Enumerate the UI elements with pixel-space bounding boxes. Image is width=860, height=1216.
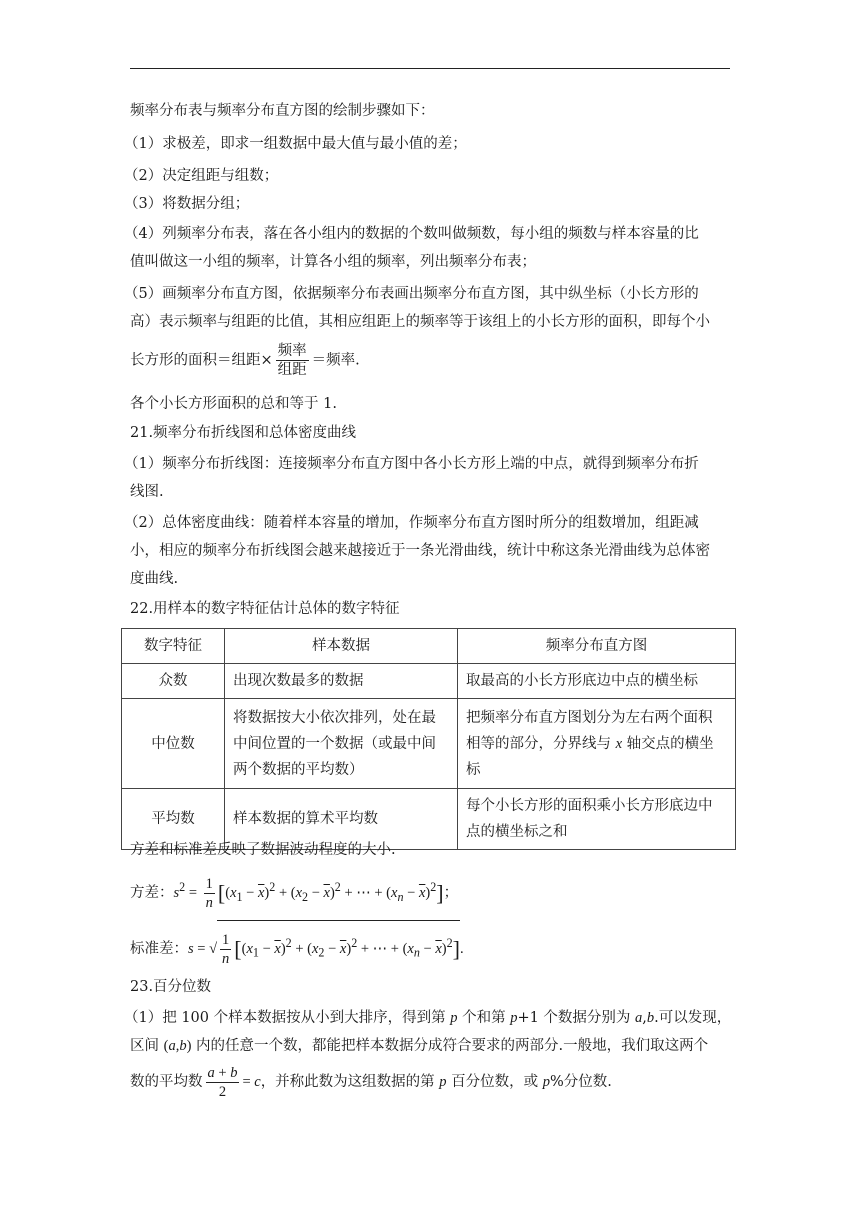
mean-hist-line: 点的横坐标之和 [466, 824, 568, 840]
median-sample-line: 两个数据的平均数） [233, 761, 364, 778]
ab-variables: a [635, 1010, 643, 1026]
sec23-text: 个和第 [462, 1010, 506, 1026]
table-row [122, 664, 736, 699]
step-5-line-2: 高）表示频率与组距的比值，其相应组距上的频率等于该组上的小长方形的面积，即每个小 [130, 314, 710, 330]
sec23-text: %分位数. [550, 1074, 612, 1090]
sec23-text: 数的平均数 [130, 1074, 203, 1090]
table-row [122, 699, 736, 789]
step-2: （2）决定组距与组数； [124, 168, 279, 184]
stddev-label: 标准差： [130, 940, 188, 957]
median-hist-line: 标 [466, 761, 481, 778]
stddev-formula [130, 920, 464, 973]
median-histogram [458, 699, 736, 789]
fraction-numerator: 频率 [277, 343, 307, 359]
mode-name: 众数 [122, 664, 225, 699]
mode-sample: 出现次数最多的数据 [225, 664, 458, 699]
sec23-line-1: （1）把 100 个样本数据按从小到大排序，得到第 p 个和第 p+1 个数据分别为 a,b.可以发现， [124, 1010, 732, 1026]
median-sample-line: 中间位置的一个数据（或最中间 [233, 735, 436, 752]
header-sample: 样本数据 [225, 629, 458, 664]
step-1: （1）求极差，即求一组数据中最大值与最小值的差； [124, 136, 467, 152]
sec23-line-3 [130, 1060, 612, 1104]
variance-note: 方差和标准差反映了数据波动程度的大小. [130, 842, 396, 858]
table-header-row [122, 629, 736, 664]
variance-expression: $s^2$ = $\frac{1}{n}$ [$(x_1 - \overline{x})^2 + (x_2 - \overline{x})^2$ + ⋯ + $(x_n - \overline{x})^2$]； [173, 876, 459, 911]
p-variable: p [450, 1010, 458, 1026]
step-3: （3）将数据分组； [124, 196, 250, 212]
area-formula-rhs: ＝频率. [311, 352, 360, 369]
numeric-features-table [121, 628, 736, 850]
area-formula-lhs: 长方形的面积＝组距× [130, 352, 273, 369]
sec23-text: ，并称此数为这组数据的第 [260, 1074, 435, 1090]
area-formula [130, 342, 360, 379]
variance-formula [130, 868, 458, 916]
sec21-p2-line-1: （2）总体密度曲线：随着样本容量的增加，作频率分布直方图时所分的组数增加，组距减 [124, 515, 699, 531]
b-variable: b [646, 1010, 655, 1026]
step-4-line-2: 值叫做这一小组的频率，计算各小组的频率，列出频率分布表； [130, 254, 536, 270]
variance-label: 方差： [130, 884, 174, 901]
sec21-p2-line-2: 小，相应的频率分布折线图会越来越接近于一条光滑曲线，统计中称这条光滑曲线为总体密 [130, 543, 710, 559]
interval-ab: (a,b) [163, 1038, 192, 1054]
header-histogram: 频率分布直方图 [458, 629, 736, 664]
mean-histogram [458, 789, 736, 850]
sec23-text: +1 个数据分别为 [517, 1010, 631, 1026]
steps-intro: 频率分布表与频率分布直方图的绘制步骤如下： [130, 103, 435, 119]
average-formula: $\frac{a + b}{2}$ = c [207, 1065, 261, 1101]
p-variable: p [542, 1074, 551, 1090]
sec23-text: （1）把 100 个样本数据按从小到大排序，得到第 [124, 1010, 446, 1026]
mean-sample: 样本数据的算术平均数 [225, 789, 458, 850]
mean-hist-line: 每个小长方形的面积乘小长方形底边中 [466, 798, 713, 814]
sec23-text: 百分位数，或 [451, 1074, 539, 1090]
header-rule [130, 68, 730, 69]
p-variable: p [510, 1010, 518, 1026]
median-sample-line: 将数据按大小依次排列，处在最 [233, 709, 436, 726]
sec23-text: 内的任意一个数，都能把样本数据分成符合要求的两部分.一般地，我们取这两个 [196, 1038, 709, 1054]
mean-name: 平均数 [122, 789, 225, 850]
median-hist-line [466, 731, 727, 757]
sec23-text: .可以发现， [654, 1010, 732, 1026]
sec23-line-2 [130, 1036, 708, 1056]
stddev-expression: s = √ $\frac{1}{n}$ [$(x_1 - \overline{x})^2 + (x_2 - \overline{x})^2$ + ⋯ + $(x_n - \overline{x})^2$]. [188, 941, 464, 957]
median-name: 中位数 [122, 699, 225, 789]
section-21-title: 21.频率分布折线图和总体密度曲线 [130, 425, 357, 441]
section-23-title: 23.百分位数 [130, 979, 212, 995]
sec21-p2-line-3: 度曲线. [130, 571, 179, 587]
section-22-title: 22.用样本的数字特征估计总体的数字特征 [130, 601, 400, 617]
sec23-text: 区间 [130, 1038, 159, 1054]
fraction-denominator: 组距 [277, 362, 307, 378]
sec21-p1-line-2: 线图. [130, 484, 164, 500]
median-hist-text: 相等的部分，分界线与 [466, 735, 611, 752]
x-variable: x [615, 735, 623, 752]
median-sample [225, 699, 458, 789]
median-hist-line: 把频率分布直方图划分为左右两个面积 [466, 709, 713, 726]
step-4-line-1: （4）列频率分布表，落在各小组内的数据的个数叫做频数，每小组的频数与样本容量的比 [124, 226, 699, 242]
mode-histogram: 取最高的小长方形底边中点的横坐标 [458, 664, 736, 699]
step-5-line-1: （5）画频率分布直方图，依据频率分布表画出频率分布直方图，其中纵坐标（小长方形的 [124, 286, 699, 302]
sec21-p1-line-1: （1）频率分布折线图：连接频率分布直方图中各小长方形上端的中点，就得到频率分布折 [124, 456, 699, 472]
header-feature: 数字特征 [122, 629, 225, 664]
area-sum: 各个小长方形面积的总和等于 1. [130, 396, 337, 412]
p-variable: p [439, 1074, 447, 1090]
median-hist-text: 轴交点的横坐 [626, 735, 714, 752]
area-fraction [276, 342, 309, 379]
